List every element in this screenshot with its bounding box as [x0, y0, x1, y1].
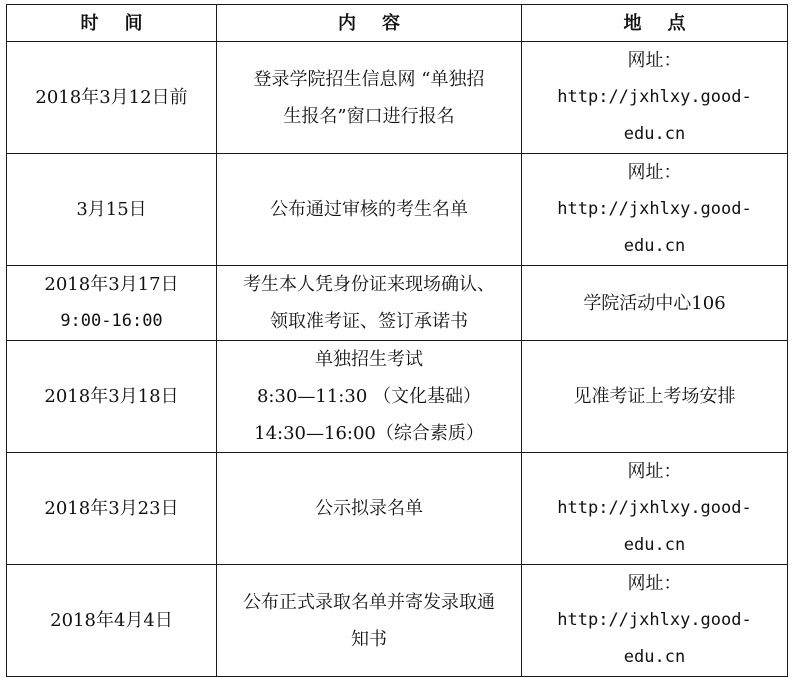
place-cell	[522, 42, 788, 154]
header-place-char-2: 点	[667, 12, 686, 34]
header-content	[217, 5, 522, 42]
time-text: 3月15日	[76, 199, 147, 220]
content-text: 考生本人凭身份证来现场确认、	[243, 274, 495, 295]
place-label: 网址：	[627, 461, 682, 482]
content-text: 公示拟录名单	[315, 498, 423, 519]
table-header-row	[7, 5, 788, 42]
time-cell	[7, 341, 217, 453]
place-url-part: http://jxhlxy.good-	[557, 610, 752, 630]
table-row	[7, 453, 788, 565]
content-cell	[217, 154, 522, 266]
content-text: 登录学院招生信息网 “单独招	[253, 68, 485, 90]
content-text: 单独招生考试	[315, 349, 423, 370]
schedule-table	[6, 4, 788, 677]
time-text: 9:00-16:00	[60, 311, 163, 331]
place-label: 网址：	[627, 50, 682, 71]
time-cell	[7, 42, 217, 154]
header-time-char-1: 时	[80, 12, 99, 34]
content-text: 公布正式录取名单并寄发录取通	[243, 591, 495, 613]
header-time-char-2: 间	[124, 12, 143, 34]
place-url-part: http://jxhlxy.good-	[557, 498, 752, 518]
place-cell	[522, 341, 788, 453]
time-text: 2018年3月23日	[44, 498, 179, 519]
header-content-char-2: 容	[382, 12, 400, 34]
content-text: 知书	[351, 628, 387, 650]
content-text: 领取准考证、签订承诺书	[270, 311, 468, 332]
content-cell	[217, 266, 522, 341]
table-row	[7, 266, 788, 341]
content-text: 14:30—16:00（综合素质）	[254, 423, 484, 444]
content-text: 8:30—11:30 （文化基础）	[256, 386, 481, 407]
place-cell	[522, 565, 788, 677]
place-text: 见准考证上考场安排	[573, 386, 736, 407]
time-text: 2018年4月4日	[50, 610, 173, 631]
content-cell	[217, 42, 522, 154]
time-cell	[7, 453, 217, 565]
header-time	[7, 5, 217, 42]
table-row	[7, 341, 788, 453]
place-url-part: edu.cn	[623, 535, 686, 555]
time-text: 2018年3月18日	[44, 386, 179, 407]
table-row	[7, 565, 788, 677]
place-url-part: edu.cn	[623, 236, 686, 256]
content-cell	[217, 341, 522, 453]
content-text: 生报名”窗口进行报名	[283, 105, 455, 127]
content-cell	[217, 453, 522, 565]
header-place	[522, 5, 788, 42]
table-row	[7, 42, 788, 154]
place-cell	[522, 266, 788, 341]
place-cell	[522, 453, 788, 565]
time-cell	[7, 154, 217, 266]
content-text: 公布通过审核的考生名单	[270, 199, 468, 220]
place-cell	[522, 154, 788, 266]
place-label: 网址：	[627, 573, 682, 594]
header-content-char-1: 内	[338, 12, 356, 34]
place-url-part: edu.cn	[623, 647, 686, 667]
content-cell	[217, 565, 522, 677]
place-label: 网址：	[627, 162, 682, 183]
table-row	[7, 154, 788, 266]
time-cell	[7, 565, 217, 677]
time-text: 2018年3月12日前	[35, 87, 188, 108]
place-text: 学院活动中心106	[583, 292, 726, 314]
place-url-part: http://jxhlxy.good-	[557, 199, 752, 219]
header-place-char-1: 地	[623, 12, 642, 34]
time-text: 2018年3月17日	[44, 274, 179, 295]
place-url-part: edu.cn	[623, 124, 686, 144]
time-cell	[7, 266, 217, 341]
place-url-part: http://jxhlxy.good-	[557, 87, 752, 107]
